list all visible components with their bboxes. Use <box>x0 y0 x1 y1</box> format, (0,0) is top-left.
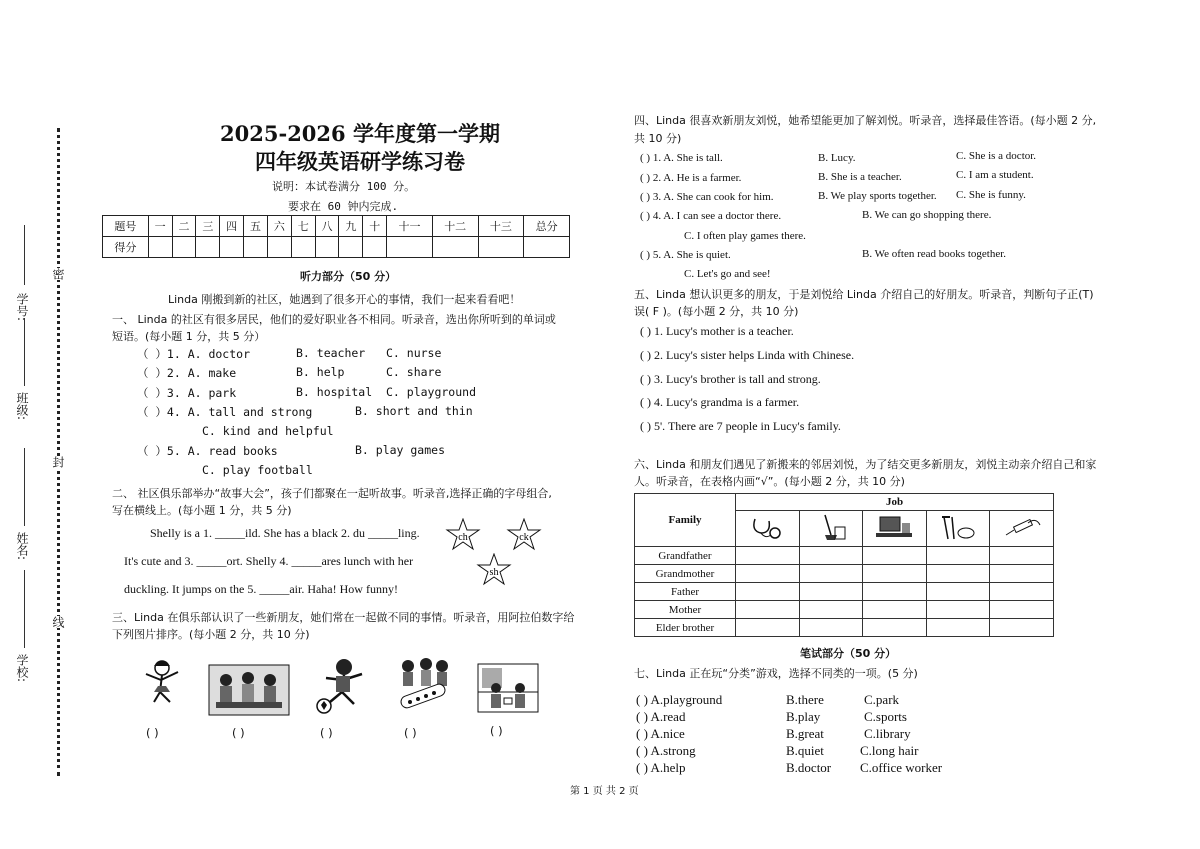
student-id-label: 学号: <box>15 293 29 322</box>
sec2-title-line1: 二、 社区俱乐部举办“故事大会”，孩子们都聚在一起听故事。听录音,选择正确的字母组合, <box>112 487 552 500</box>
q1-4-stem[interactable]: （ ）4. A. tall and strong <box>137 405 313 419</box>
q1-1-option-c[interactable]: C. nurse <box>386 346 442 360</box>
score-input-cell[interactable] <box>148 237 172 258</box>
family-row-label: Elder brother <box>635 619 736 637</box>
score-cell: 五 <box>244 216 268 237</box>
q1-5-option-b[interactable]: B. play games <box>355 443 446 457</box>
family-row-label: Father <box>635 583 736 601</box>
job-header: Job <box>736 494 1054 511</box>
q4-2-option-b[interactable]: B. She is a teacher. <box>818 171 902 183</box>
sec3-title-line2: 下列图片排序。(每小题 2 分，共 10 分) <box>112 628 310 641</box>
job-cell[interactable] <box>799 619 863 637</box>
family-row-label: Grandmother <box>635 565 736 583</box>
score-cell: 四 <box>220 216 244 237</box>
q4-5-option-b[interactable]: B. We often read books together. <box>862 248 1007 260</box>
star-sh-label: sh <box>489 567 499 578</box>
job-cell[interactable] <box>863 547 927 565</box>
job-cell[interactable] <box>799 583 863 601</box>
job-cell[interactable] <box>799 565 863 583</box>
family-header: Family <box>635 494 736 547</box>
q1-4-option-c[interactable]: C. kind and helpful <box>202 424 334 438</box>
job-cell[interactable] <box>926 619 990 637</box>
name-label: 姓名: <box>15 532 29 561</box>
seal-mi: 密 <box>51 268 65 280</box>
q5-2[interactable]: ( ) 2. Lucy's sister helps Linda with Chinese. <box>640 348 855 362</box>
sec6-title-line1: 六、Linda 和朋友们遇见了新搬来的邻居刘悦，为了结交更多新朋友，刘悦主动亲介绍自己和家 <box>634 458 1097 471</box>
q7-1-option-b[interactable]: B.there <box>786 692 824 707</box>
q4-3-stem[interactable]: ( ) 3. A. She can cook for him. <box>640 191 774 203</box>
q7-1-option-c[interactable]: C.park <box>864 692 900 707</box>
job-cell[interactable] <box>926 583 990 601</box>
q4-5-stem[interactable]: ( ) 5. A. She is quiet. <box>640 249 731 261</box>
q4-4-stem[interactable]: ( ) 4. A. I can see a doctor there. <box>640 210 782 222</box>
q7-4-option-b[interactable]: B.quiet <box>786 743 824 758</box>
score-cell: 十二 <box>432 216 478 237</box>
sec2-title-line2: 写在横线上。(每小题 1 分，共 5 分) <box>112 504 292 517</box>
score-cell: 六 <box>267 216 291 237</box>
job-cell[interactable] <box>736 565 800 583</box>
job-cell[interactable] <box>926 601 990 619</box>
q4-1-option-b[interactable]: B. Lucy. <box>818 152 856 164</box>
q7-4-option-c[interactable]: C.long hair <box>860 743 919 758</box>
seal-xian: 线 <box>51 616 65 628</box>
score-cell: 题号 <box>103 216 149 237</box>
q4-5-option-c[interactable]: C. Let's go and see! <box>684 268 771 280</box>
job-cell[interactable] <box>990 601 1054 619</box>
job-cell[interactable] <box>799 547 863 565</box>
q1-1-stem[interactable]: （ ）1. A. doctor <box>137 347 251 361</box>
q7-3-option-a[interactable]: ( ) A.nice <box>636 726 685 741</box>
score-table-header-row <box>103 216 570 237</box>
q7-5-option-b[interactable]: B.doctor <box>786 760 832 775</box>
sec3-answer-1[interactable]: ( ) <box>146 726 159 740</box>
stethoscope-icon <box>736 511 800 547</box>
score-input-cell[interactable] <box>315 237 339 258</box>
job-cell[interactable] <box>926 547 990 565</box>
class-line <box>24 318 25 386</box>
seal-feng: 封 <box>51 456 65 468</box>
q7-5-option-c[interactable]: C.office worker <box>860 760 943 775</box>
job-cell[interactable] <box>736 583 800 601</box>
score-input-cell[interactable] <box>524 237 570 258</box>
sec1-title-line2: 短语。(每小题 1 分，共 5 分） <box>112 330 266 343</box>
star-ch-label: ch <box>458 532 468 543</box>
score-input-cell[interactable] <box>172 237 196 258</box>
syringe-icon <box>990 511 1054 547</box>
q7-3-option-c[interactable]: C.library <box>864 726 911 741</box>
job-cell[interactable] <box>736 547 800 565</box>
q5-3[interactable]: ( ) 3. Lucy's brother is tall and strong. <box>640 372 821 386</box>
q7-2-option-c[interactable]: C.sports <box>864 709 907 724</box>
score-input-cell[interactable] <box>432 237 478 258</box>
q4-1-option-c[interactable]: C. She is a doctor. <box>956 150 1037 162</box>
score-cell: 二 <box>172 216 196 237</box>
q1-2-option-c[interactable]: C. share <box>386 365 442 379</box>
written-section-title: 笔试部分（50 分） <box>800 647 897 660</box>
score-label-cell: 得分 <box>103 237 149 258</box>
q4-3-option-c[interactable]: C. She is funny. <box>956 189 1026 201</box>
q1-2-stem[interactable]: （ ）2. A. make <box>137 366 237 380</box>
q7-2-option-b[interactable]: B.play <box>786 709 821 724</box>
score-cell: 十三 <box>478 216 524 237</box>
score-cell: 三 <box>196 216 220 237</box>
children-reading-icon <box>476 662 540 714</box>
score-input-cell[interactable] <box>220 237 244 258</box>
student-id-line <box>24 225 25 285</box>
score-cell: 十 <box>363 216 387 237</box>
q4-2-option-c[interactable]: C. I am a student. <box>956 169 1034 181</box>
score-cell: 八 <box>315 216 339 237</box>
computer-desk-icon <box>863 511 927 547</box>
farm-tools-icon <box>926 511 990 547</box>
score-input-cell[interactable] <box>387 237 433 258</box>
job-cell[interactable] <box>736 619 800 637</box>
listening-section-title: 听力部分（50 分） <box>300 270 397 283</box>
school-label: 学校: <box>15 654 29 683</box>
q4-1-stem[interactable]: ( ) 1. A. She is tall. <box>640 152 723 164</box>
exam-title-year: 2025-2026 学年度第一学期 <box>220 121 500 146</box>
score-cell: 一 <box>148 216 172 237</box>
score-cell: 七 <box>291 216 315 237</box>
sec4-title-line1: 四、Linda 很喜欢新朋友刘悦，她希望能更加了解刘悦。听录音，选择最佳答语。(每小题 2 分, <box>634 114 1097 127</box>
job-cell[interactable] <box>736 601 800 619</box>
page-footer: 第 1 页 共 2 页 <box>570 786 639 797</box>
q5-5[interactable]: ( ) 5'. There are 7 people in Lucy's family. <box>640 419 841 433</box>
job-cell[interactable] <box>926 565 990 583</box>
sec4-title-line2: 共 10 分) <box>634 132 682 145</box>
score-table <box>102 215 570 258</box>
sec6-title-line2: 人。听录音，在表格内画“√”。(每小题 2 分，共 10 分) <box>634 475 905 488</box>
score-input-cell[interactable] <box>267 237 291 258</box>
score-input-cell[interactable] <box>196 237 220 258</box>
star-ch <box>445 518 481 552</box>
job-cell[interactable] <box>990 565 1054 583</box>
q7-5-option-a[interactable]: ( ) A.help <box>636 760 686 775</box>
q4-3-option-b[interactable]: B. We play sports together. <box>818 190 937 202</box>
q7-3-option-b[interactable]: B.great <box>786 726 824 741</box>
sec3-answer-2[interactable]: ( ) <box>232 726 245 740</box>
dancing-girl-icon <box>140 658 186 716</box>
q5-1[interactable]: ( ) 1. Lucy's mother is a teacher. <box>640 324 794 338</box>
sec5-title-line2: 误( F )。(每小题 2 分，共 10 分) <box>634 305 799 318</box>
job-table <box>634 493 1054 637</box>
exam-note-score: 说明：本试卷满分 100 分。 <box>272 180 416 193</box>
exam-note-time: 要求在 60 钟内完成. <box>288 200 399 213</box>
star-ck-label: ck <box>519 532 529 543</box>
q1-5-option-c[interactable]: C. play football <box>202 463 313 477</box>
sec2-passage-line3: duckling. It jumps on the 5. _____air. Haha! How funny! <box>124 582 398 596</box>
family-row-label: Mother <box>635 601 736 619</box>
q7-1-option-a[interactable]: ( ) A.playground <box>636 692 723 707</box>
score-input-cell[interactable] <box>478 237 524 258</box>
score-input-cell[interactable] <box>291 237 315 258</box>
q1-1-option-b[interactable]: B. teacher <box>296 346 366 360</box>
job-cell[interactable] <box>990 619 1054 637</box>
sec7-title: 七、Linda 正在玩“分类”游戏，选择不同类的一项。(5 分) <box>634 667 918 680</box>
q1-3-option-b[interactable]: B. hospital <box>296 385 373 399</box>
sec5-title-line1: 五、Linda 想认识更多的朋友，于是刘悦给 Linda 介绍自己的好朋友。听录音，判断句子正(T) <box>634 288 1094 301</box>
sec2-passage-line1: Shelly is a 1. _____ild. She has a black 2. du _____ling. <box>150 526 420 540</box>
job-cell[interactable] <box>863 619 927 637</box>
job-cell[interactable] <box>863 565 927 583</box>
q4-2-stem[interactable]: ( ) 2. A. He is a farmer. <box>640 172 742 184</box>
score-input-cell[interactable] <box>244 237 268 258</box>
job-cell[interactable] <box>799 601 863 619</box>
q1-2-option-b[interactable]: B. help <box>296 365 345 379</box>
score-table-score-row <box>103 237 570 258</box>
q4-4-option-b[interactable]: B. We can go shopping there. <box>862 209 992 221</box>
exam-title-name: 四年级英语研学练习卷 <box>255 149 465 174</box>
star-sh <box>476 553 512 587</box>
score-cell: 总分 <box>524 216 570 237</box>
score-cell: 九 <box>339 216 363 237</box>
boy-playing-football-icon <box>314 656 368 716</box>
score-input-cell[interactable] <box>339 237 363 258</box>
sec3-answer-5[interactable]: ( ) <box>490 724 503 738</box>
mop-bucket-icon <box>799 511 863 547</box>
job-cell[interactable] <box>863 583 927 601</box>
sec3-answer-4[interactable]: ( ) <box>404 726 417 740</box>
family-row-label: Grandfather <box>635 547 736 565</box>
star-ck <box>506 518 542 552</box>
binding-dotted-line <box>57 128 60 776</box>
sec3-answer-3[interactable]: ( ) <box>320 726 333 740</box>
score-input-cell[interactable] <box>363 237 387 258</box>
children-playing-games-icon <box>396 656 454 716</box>
friends-talking-icon <box>208 664 290 716</box>
intro-text: Linda 刚搬到新的社区，她遇到了很多开心的事情，我们一起来看看吧！ <box>168 293 521 306</box>
q1-3-option-c[interactable]: C. playground <box>386 385 477 399</box>
q1-4-option-b[interactable]: B. short and thin <box>355 404 473 418</box>
q7-2-option-a[interactable]: ( ) A.read <box>636 709 686 724</box>
job-cell[interactable] <box>990 583 1054 601</box>
q5-4[interactable]: ( ) 4. Lucy's grandma is a farmer. <box>640 395 800 409</box>
score-cell: 十一 <box>387 216 433 237</box>
sec1-title-line1: 一、 Linda 的社区有很多居民，他们的爱好职业各不相同。听录音，选出你所听到的单词或 <box>112 313 556 326</box>
job-cell[interactable] <box>990 547 1054 565</box>
sec3-title-line1: 三、Linda 在俱乐部认识了一些新朋友，她们常在一起做不同的事情。听录音，用阿拉伯数字给 <box>112 611 575 624</box>
name-line <box>24 448 25 526</box>
class-label: 班级: <box>15 392 29 421</box>
job-cell[interactable] <box>863 601 927 619</box>
q1-3-stem[interactable]: （ ）3. A. park <box>137 386 237 400</box>
school-line <box>24 570 25 648</box>
q4-4-option-c[interactable]: C. I often play games there. <box>684 230 806 242</box>
q1-5-stem[interactable]: （ ）5. A. read books <box>137 444 278 458</box>
q7-4-option-a[interactable]: ( ) A.strong <box>636 743 696 758</box>
sec2-passage-line2: It's cute and 3. _____ort. Shelly 4. _____ares lunch with her <box>124 554 414 568</box>
